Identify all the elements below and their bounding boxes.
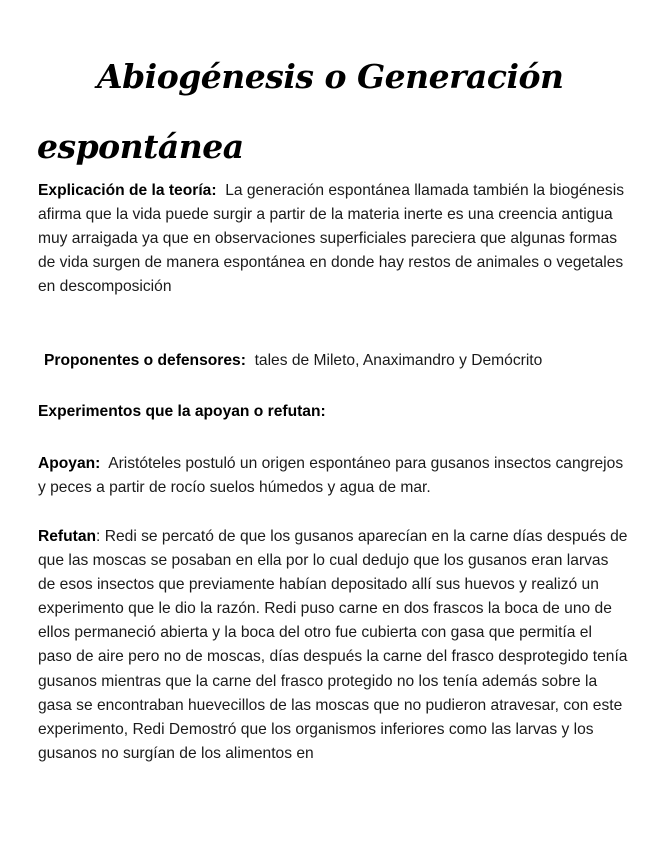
section-label-explicacion: Explicación de la teoría: — [38, 182, 217, 199]
document-title: Abiogénesis o Generación espontánea — [37, 57, 564, 166]
section-label-experimentos: Experimentos que la apoyan o refutan: — [38, 403, 326, 420]
section-experimentos — [38, 400, 628, 424]
section-label-proponentes: Proponentes o defensores: — [44, 352, 246, 369]
section-proponentes — [44, 349, 634, 373]
section-label-apoyan: Apoyan: — [38, 455, 101, 472]
section-label-refutan: Refutan — [38, 528, 97, 545]
section-text-explicacion: La generación espontánea llamada también la biogénesis afirma que la vida puede surgir a partir de la materia inerte es una creencia antigua muy arraigada ya que en observaciones superficiales pareciera que algunas formas de vida surgen de manera espontánea en donde hay restos de animales o vegetales en descomposición — [38, 182, 624, 296]
section-refutan — [38, 525, 628, 766]
section-text-proponentes: tales de Mileto, Anaximandro y Demócrito — [254, 352, 543, 369]
section-explicacion — [38, 179, 628, 299]
section-text-apoyan: Aristóteles postuló un origen espontáneo para gusanos insectos cangrejos y peces a partir de rocío suelos húmedos y agua de mar. — [38, 455, 624, 497]
section-apoyan — [38, 452, 628, 500]
section-text-refutan: : Redi se percató de que los gusanos aparecían en la carne días después de que las moscas se posaban en ella por lo cual dedujo que los gusanos eran larvas de esos insectos que previamente habían depositado allí sus huevos y realizó un experimento que le dio la razón. Redi puso carne en dos frascos la boca de uno de ellos permaneció abierta y la boca del otro fue cubierta con gasa que permitía el paso de aire pero no de moscas, días después la carne del frasco desprotegido tenía gusanos mientras que la carne del frasco protegido no los tenía además sobre la gasa se encontraban huevecillos de las moscas que no pudieron atravesar, con este experimento, Redi Demostró que los organismos inferiores como las larvas y los gusanos no surgían de los alimentos en — [38, 528, 628, 762]
